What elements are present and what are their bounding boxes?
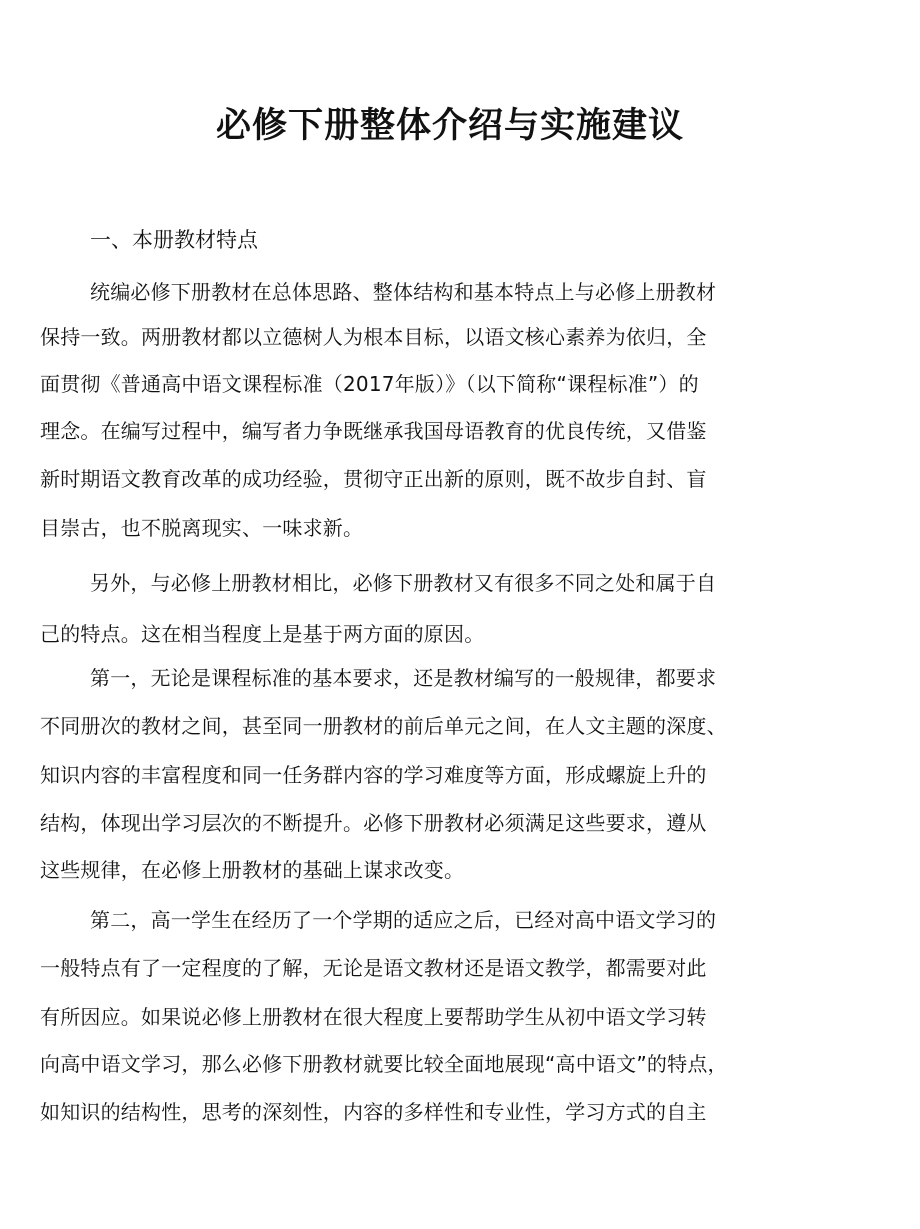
paragraph-line: 第二，高一学生在经历了一个学期的适应之后，已经对高中语文学习的 xyxy=(90,908,717,932)
paragraph-line: 知识内容的丰富程度和同一任务群内容的学习难度等方面，形成螺旋上升的 xyxy=(40,763,707,787)
paragraph-line: 不同册次的教材之间，甚至同一册教材的前后单元之间，在人文主题的深度、 xyxy=(40,714,727,738)
section-heading: 一、本册教材特点 xyxy=(90,228,258,252)
paragraph-line: 保持一致。两册教材都以立德树人为根本目标，以语文核心素养为依归，全 xyxy=(40,325,707,349)
paragraph-line: 新时期语文教育改革的成功经验，贯彻守正出新的原则，既不故步自封、盲 xyxy=(40,467,707,491)
paragraph-line: 另外，与必修上册教材相比，必修下册教材又有很多不同之处和属于自 xyxy=(90,571,717,595)
page-title: 必修下册整体介绍与实施建议 xyxy=(215,106,684,146)
paragraph-line: 结构，体现出学习层次的不断提升。必修下册教材必须满足这些要求，遵从 xyxy=(40,811,707,835)
paragraph-line: 目崇古，也不脱离现实、一味求新。 xyxy=(40,516,364,540)
paragraph-line: 己的特点。这在相当程度上是基于两方面的原因。 xyxy=(40,622,485,646)
paragraph-line: 一般特点有了一定程度的了解，无论是语文教材还是语文教学，都需要对此 xyxy=(40,956,707,980)
paragraph-line: 这些规律，在必修上册教材的基础上谋求改变。 xyxy=(40,858,465,882)
paragraph-line: 如知识的结构性，思考的深刻性，内容的多样性和专业性，学习方式的自主 xyxy=(40,1100,707,1124)
paragraph-line: 理念。在编写过程中，编写者力争既继承我国母语教育的优良传统，又借鉴 xyxy=(40,419,707,443)
paragraph-line: 有所因应。如果说必修上册教材在很大程度上要帮助学生从初中语文学习转 xyxy=(40,1005,707,1029)
paragraph-line: 面贯彻《普通高中语文课程标准（2017年版）》（以下简称“课程标准”）的 xyxy=(40,372,699,396)
paragraph-line: 向高中语文学习，那么必修下册教材就要比较全面地展现“高中语文”的特点， xyxy=(40,1052,728,1076)
paragraph-line: 第一，无论是课程标准的基本要求，还是教材编写的一般规律，都要求 xyxy=(90,666,717,690)
paragraph-line: 统编必修下册教材在总体思路、整体结构和基本特点上与必修上册教材 xyxy=(90,280,717,304)
